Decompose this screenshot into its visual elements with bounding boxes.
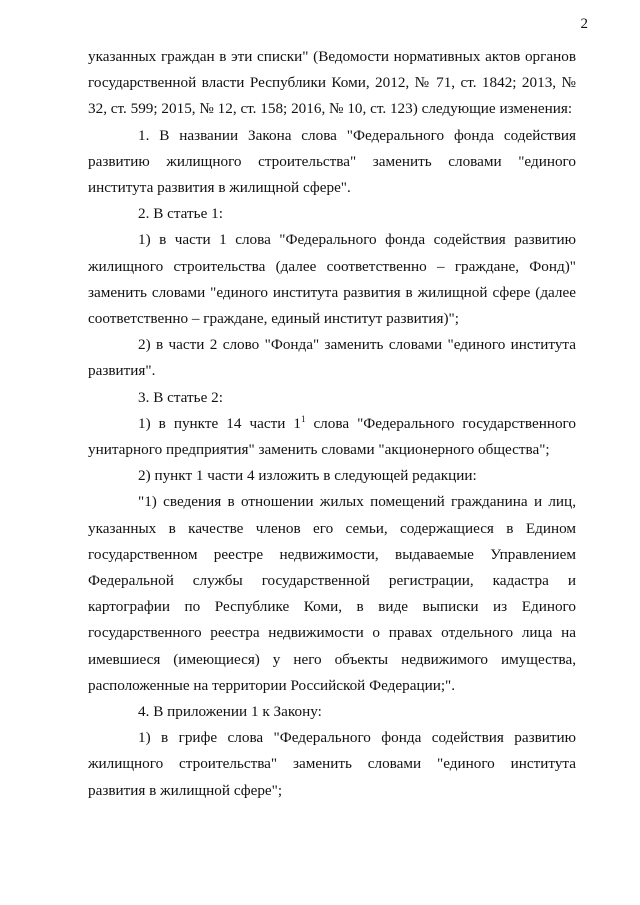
paragraph-item-1: 1. В названии Закона слова "Федерального фонда содействия развитию жилищного строительства" заменить словами "единого института развития в жилищной сфере".: [88, 126, 576, 197]
paragraph-item-2-heading: 2. В статье 1:: [138, 205, 223, 223]
paragraph-item-2-sub-1: 1) в части 1 слова "Федерального фонда содействия развитию жилищного строительства (далее соответственно – граждане, Фонд)" заменить словами "единого института развития в жилищной сфере (далее соответственно – граждане, единый институт развития)";: [88, 231, 576, 328]
page-number: 2: [580, 16, 588, 32]
paragraph-intro-continuation: указанных граждан в эти списки" (Ведомости нормативных актов органов государственной власти Республики Коми, 2012, № 71, ст. 1842; 2013, № 32, ст. 599; 2015, № 12, ст. 158; 2016, № 10, ст. 123) следующие изменения:: [88, 48, 576, 118]
paragraph-quoted-new-text: "1) сведения в отношении жилых помещений гражданина и лиц, указанных в качестве членов его семьи, содержащиеся в Едином государственном реестре недвижимости, выдаваемые Управлением Федеральной службы государственной регистрации, кадастра и картографии по Республике Коми, в виде выписки из Единого государственного реестра недвижимости о правах отдельного лица на имевшиеся (имеющиеся) у него объекты недвижимого имущества, расположенные на территории Российской Федерации;".: [88, 493, 576, 694]
paragraph-item-4-sub-1: 1) в грифе слова "Федерального фонда содействия развитию жилищного строительства" заменить словами "единого института развития в жилищной сфере";: [88, 729, 576, 799]
paragraph-item-2-sub-2: 2) в части 2 слово "Фонда" заменить словами "единого института развития".: [88, 336, 576, 380]
paragraph-item-3-heading: 3. В статье 2:: [138, 388, 223, 406]
document-body: [88, 44, 576, 804]
paragraph-item-4-heading: 4. В приложении 1 к Закону:: [138, 703, 322, 721]
paragraph-item-3-sub-1: [88, 411, 576, 463]
paragraph-item-3-sub-1-part-a: 1) в пункте 14 части 1: [138, 414, 301, 432]
superscript-part-number: 1: [300, 413, 306, 424]
paragraph-item-3-sub-2: 2) пункт 1 части 4 изложить в следующей редакции:: [138, 467, 477, 485]
paragraph-item-3-sub-1-part-b: слова "Федерального государственного унитарного предприятия" заменить словами "акционерного общества";: [88, 414, 576, 459]
